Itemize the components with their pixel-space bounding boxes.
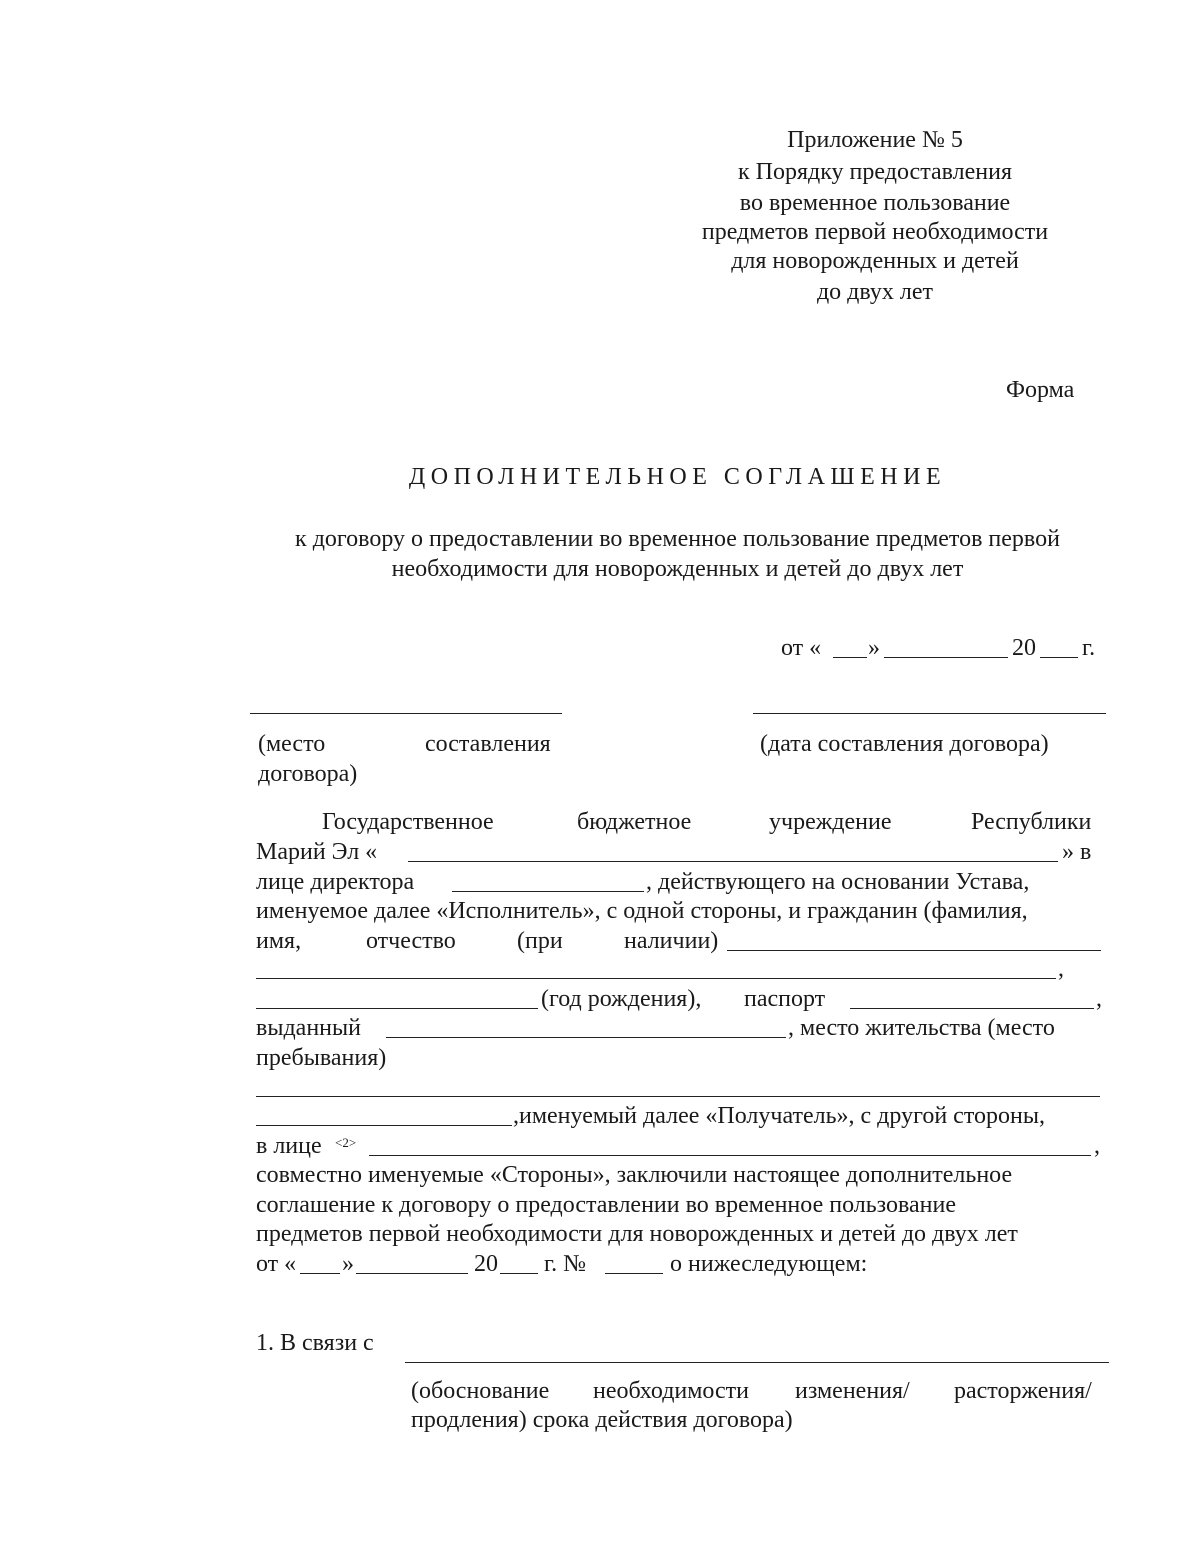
body-text: предметов первой необходимости для новорожденных и детей до двух лет	[256, 1221, 1018, 1247]
date-quote: »	[868, 635, 880, 661]
body-text: соглашение к договору о предоставлении во временное пользование	[256, 1192, 957, 1218]
recipient-blank[interactable]	[256, 1125, 512, 1126]
year-prefix: 20	[1012, 635, 1036, 661]
body-text: лице директора	[256, 869, 415, 895]
caption-text: продления) срока действия договора)	[411, 1407, 793, 1433]
section-label: 1. В связи с	[256, 1330, 374, 1356]
body-text: , место жительства (место	[788, 1015, 1055, 1041]
citizen-name-blank[interactable]	[727, 950, 1101, 951]
body-text: Марий Эл «	[256, 839, 378, 865]
body-text: совместно именуемые «Стороны», заключили настоящее дополнительное	[256, 1162, 1013, 1188]
body-text: » в	[1062, 839, 1092, 865]
place-caption: договора)	[258, 761, 358, 787]
representative-blank[interactable]	[369, 1155, 1091, 1156]
contract-number-blank[interactable]	[605, 1273, 663, 1274]
caption-word: расторжения/	[954, 1378, 1092, 1404]
institution-name-blank[interactable]	[408, 861, 1058, 862]
form-label: Форма	[1006, 377, 1075, 403]
header-line: предметов первой необходимости	[701, 219, 1049, 245]
body-text: , действующего на основании Устава,	[646, 869, 1030, 895]
header-line: к Порядку предоставления	[737, 159, 1012, 185]
footnote-ref: <2>	[335, 1135, 357, 1150]
birth-year-blank[interactable]	[256, 1008, 538, 1009]
caption-word: изменения/	[795, 1378, 910, 1404]
body-text: в лице	[256, 1133, 322, 1159]
place-caption: (место	[258, 731, 326, 757]
passport-blank[interactable]	[850, 1008, 1094, 1009]
residence-blank[interactable]	[256, 1096, 1100, 1097]
day-blank[interactable]	[833, 657, 867, 658]
issued-by-blank[interactable]	[386, 1037, 786, 1038]
subtitle-line: к договору о предоставлении во временное пользование предметов первой	[295, 526, 1060, 552]
contract-month-blank[interactable]	[356, 1273, 468, 1274]
body-text: о нижеследующем:	[670, 1251, 868, 1277]
body-word: наличии)	[624, 928, 719, 954]
reason-blank[interactable]	[405, 1362, 1109, 1363]
date-blank[interactable]	[753, 713, 1106, 714]
body-word: Государственное	[322, 809, 494, 835]
date-caption: (дата составления договора)	[760, 731, 1049, 757]
contract-year-blank[interactable]	[500, 1273, 538, 1274]
month-blank[interactable]	[884, 657, 1008, 658]
body-text: именуемое далее «Исполнитель», с одной стороны, и гражданин (фамилия,	[256, 898, 1028, 924]
body-word: имя,	[256, 928, 302, 954]
year-suffix: г.	[1082, 635, 1096, 661]
body-word: (при	[517, 928, 563, 954]
header-line: во временное пользование	[739, 190, 1011, 216]
director-name-blank[interactable]	[452, 891, 644, 892]
body-word: Республики	[971, 809, 1092, 835]
body-text: ,именуемый далее «Получатель», с другой стороны,	[513, 1103, 1045, 1129]
header-line: до двух лет	[816, 279, 934, 305]
body-word: учреждение	[769, 809, 892, 835]
caption-word: необходимости	[593, 1378, 750, 1404]
body-text: г. №	[544, 1251, 587, 1277]
body-text: ,	[1096, 986, 1102, 1012]
contract-day-blank[interactable]	[300, 1273, 340, 1274]
year-blank[interactable]	[1040, 657, 1078, 658]
body-text: ,	[1058, 956, 1064, 982]
body-text: 20	[474, 1251, 498, 1277]
body-word: бюджетное	[577, 809, 692, 835]
body-text: паспорт	[744, 986, 826, 1012]
body-text: »	[342, 1251, 354, 1277]
citizen-name-blank-2[interactable]	[256, 978, 1056, 979]
caption-word: (обоснование	[411, 1378, 550, 1404]
body-text: (год рождения),	[541, 986, 702, 1012]
body-text: выданный	[256, 1015, 361, 1041]
subtitle-line: необходимости для новорожденных и детей до двух лет	[391, 556, 964, 582]
place-blank[interactable]	[250, 713, 562, 714]
body-text: ,	[1094, 1133, 1100, 1159]
body-text: от «	[256, 1251, 297, 1277]
body-text: пребывания)	[256, 1045, 387, 1071]
date-prefix: от «	[781, 635, 822, 661]
document-title: ДОПОЛНИТЕЛЬНОЕ СОГЛАШЕНИЕ	[408, 464, 947, 490]
place-caption: составления	[425, 731, 551, 757]
header-line: Приложение № 5	[787, 127, 963, 153]
header-line: для новорожденных и детей	[731, 248, 1019, 274]
body-word: отчество	[366, 928, 456, 954]
